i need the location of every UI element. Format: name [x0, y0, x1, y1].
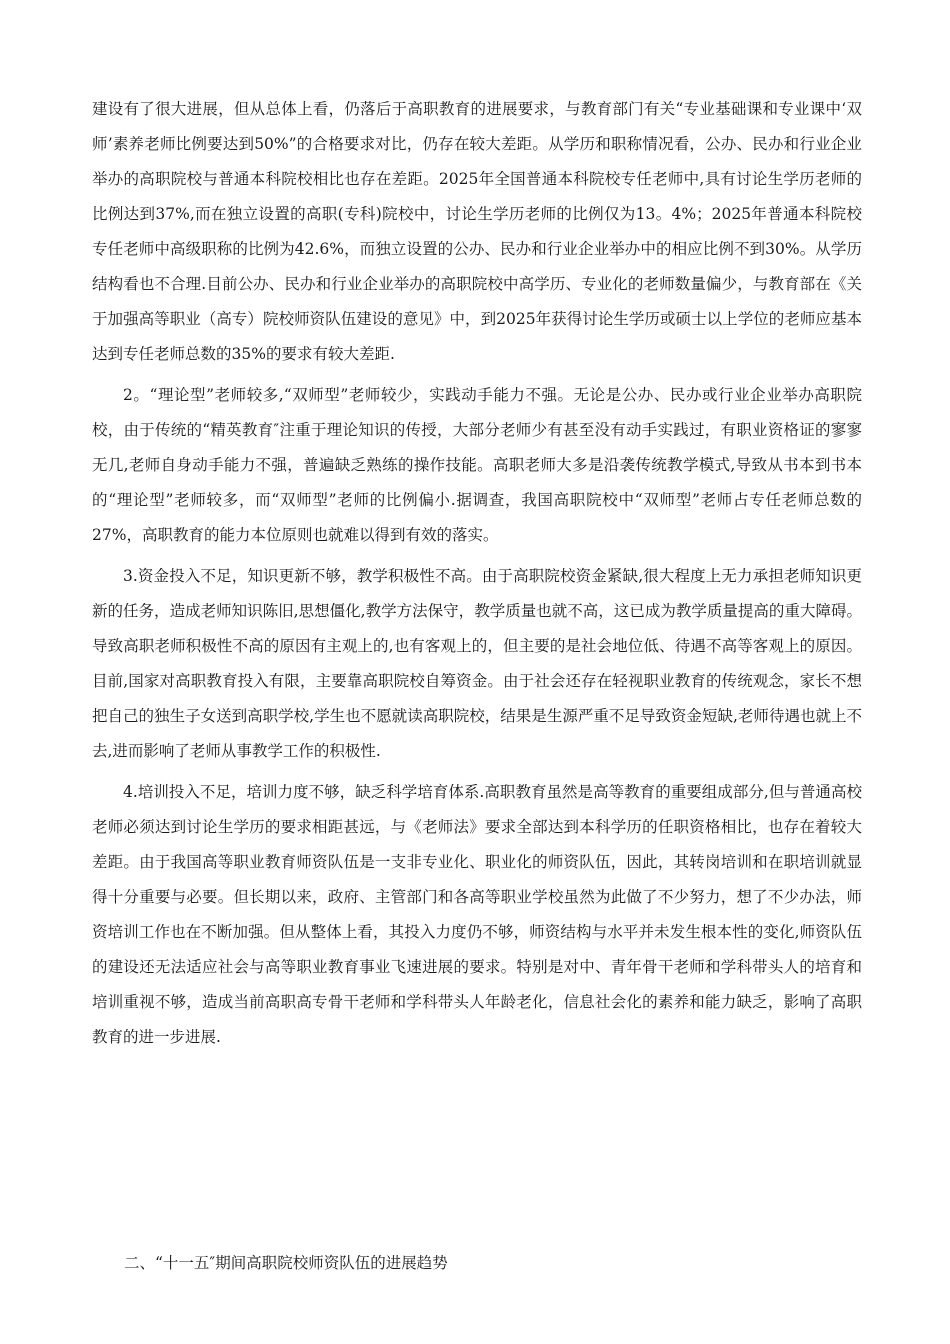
paragraph-item-2: 2。“理论型”老师较多,“双师型”老师较少，实践动手能力不强。无论是公办、民办或行业企业举办高职院校，由于传统的“精英教育″注重于理论知识的传授，大部分老师少有甚至没有动手实践过，有职业资格证的寥寥无几,老师自身动手能力不强，普遍缺乏熟练的操作技能。高职老师大多是沿袭传统教学模式,导致从书本到书本的“理论型”老师较多，而“双师型”老师的比例偏小.据调查，我国高职院校中“双师型”老师占专任老师总数的27%，高职教育的能力本位原则也就难以得到有效的落实。: [92, 386, 862, 544]
paragraph-continuation: 建设有了很大进展，但从总体上看，仍落后于高职教育的进展要求，与教育部门有关“专业基础课和专业课中‘双师’素养老师比例要达到50%”的合格要求对比，仍存在较大差距。从学历和职称情况看，公办、民办和行业企业举办的高职院校与普通本科院校相比也存在差距。2025年全国普通本科院校专任老师中,具有讨论生学历老师的比例达到37%,而在独立设置的高职(专科)院校中，讨论生学历老师的比例仅为13。4%；2025年普通本科院校专任老师中高级职称的比例为42.6%，而独立设置的公办、民办和行业企业举办中的相应比例不到30%。从学历结构看也不合理.目前公办、民办和行业企业举办的高职院校中高学历、专业化的老师数量偏少，与教育部在《关于加强高等职业（高专）院校师资队伍建设的意见》中，到2025年获得讨论生学历或硕士以上学位的老师应基本达到专任老师总数的35%的要求有较大差距.: [92, 100, 862, 363]
document-body: [92, 92, 862, 1055]
section-heading: 二、“十一五″期间高职院校师资队伍的进展趋势: [124, 1254, 448, 1272]
paragraph-item-3: 3.资金投入不足，知识更新不够，教学积极性不高。由于高职院校资金紧缺,很大程度上无力承担老师知识更新的任务，造成老师知识陈旧,思想僵化,教学方法保守，教学质量也就不高，这已成为教学质量提高的重大障碍。导致高职老师积极性不高的原因有主观上的,也有客观上的，但主要的是社会地位低、待遇不高等客观上的原因。目前,国家对高职教育投入有限，主要靠高职院校自筹资金。由于社会还存在轻视职业教育的传统观念，家长不想把自己的独生子女送到高职学校,学生也不愿就读高职院校，结果是生源严重不足导致资金短缺,老师待遇也就上不去,进而影响了老师从事教学工作的积极性.: [92, 567, 862, 760]
paragraph-item-4: 4.培训投入不足，培训力度不够，缺乏科学培育体系.高职教育虽然是高等教育的重要组成部分,但与普通高校老师必须达到讨论生学历的要求相距甚远，与《老师法》要求全部达到本科学历的任职资格相比，也存在着较大差距。由于我国高等职业教育师资队伍是一支非专业化、职业化的师资队伍，因此，其转岗培训和在职培训就显得十分重要与必要。但长期以来，政府、主管部门和各高等职业学校虽然为此做了不少努力，想了不少办法，师资培训工作也在不断加强。但从整体上看，其投入力度仍不够，师资结构与水平并未发生根本性的变化,师资队伍的建设还无法适应社会与高等职业教育事业飞速进展的要求。特别是对中、青年骨干老师和学科带头人的培育和培训重视不够，造成当前高职高专骨干老师和学科带头人年龄老化，信息社会化的素养和能力缺乏，影响了高职教育的进一步进展.: [92, 783, 862, 1046]
